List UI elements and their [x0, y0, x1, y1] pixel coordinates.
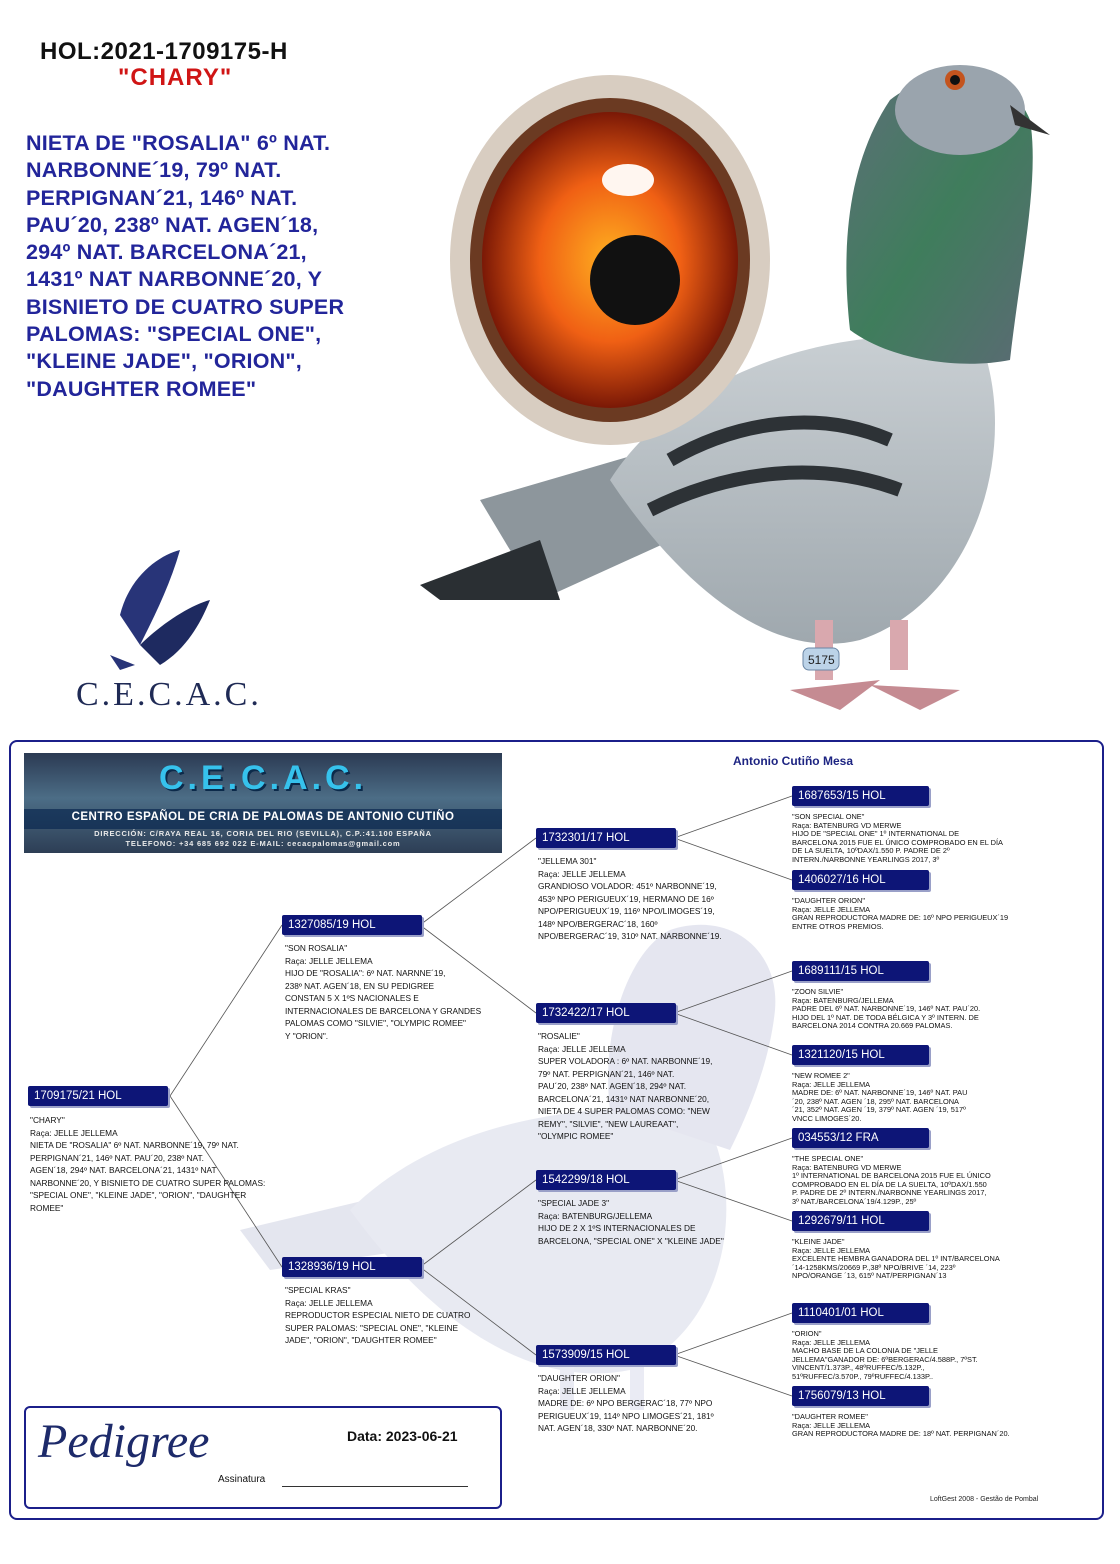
info-line: "ZOON SILVIE" [792, 987, 844, 996]
sds-info [792, 988, 980, 1031]
info-line: "SPECIAL JADE 3" [538, 1198, 610, 1208]
info-line: 453º NPO PERIGUEUX´19, HERMANO DE 16º [538, 893, 714, 904]
info-line: ENTRE OTROS PREMIOS. [792, 921, 884, 931]
dam-sire-info [538, 1197, 724, 1247]
info-line: BARCELONA, "SPECIAL ONE" X "KLEINE JADE" [538, 1235, 724, 1246]
info-line: SUPER VOLADORA : 6º NAT. NARBONNE´19, [538, 1056, 713, 1066]
info-line: Raça: JELLE JELLEMA [792, 1337, 871, 1347]
sire-dam-ring[interactable]: 1732422/17 HOL [536, 1003, 676, 1023]
software-credit: LoftGest 2008 - Gestão de Pombal [930, 1496, 1039, 1503]
sire-dam-info [538, 1030, 712, 1143]
dsd-ring[interactable]: 1292679/11 HOL [792, 1211, 929, 1231]
info-line: P. PADRE DE 2º INTERN./NARBONNE YEARLINGS 2017, [792, 1188, 987, 1198]
info-line: "ORION" [792, 1329, 822, 1338]
info-line: NPO/PERIGUEUX´19, 116º NPO/LIMOGES´19, [538, 906, 715, 916]
dam-ring[interactable]: 1328936/19 HOL [282, 1257, 422, 1277]
info-line: "SPECIAL ONE", "KLEINE JADE", "ORION", "DAUGHTER [30, 1190, 247, 1200]
info-line: "DAUGHTER ORION" [792, 896, 865, 905]
info-line: MADRE DE: 6º NPO BERGERAC´18, 77º NPO [538, 1398, 713, 1408]
info-line: Raça: BATENBURG/JELLEMA [792, 995, 894, 1005]
info-line: PERIGUEUX´19, 114º NPO LIMOGES´21, 181º [538, 1410, 714, 1421]
signature-label: Assinatura [218, 1474, 266, 1485]
info-line: Raça: JELLE JELLEMA [30, 1127, 118, 1138]
info-line: PADRE DEL 6º NAT. NARBONNE´19, 146º NAT. PAU´20. [792, 1004, 981, 1014]
info-line: ´20, 238º NAT. AGEN ´18, 295º NAT. BARCELONA [792, 1096, 959, 1106]
info-line: NARBONNE´20, Y BISNIETO DE CUATRO SUPER PALOMAS: [30, 1177, 266, 1188]
headline-line: BISNIETO DE CUATRO SUPER [26, 294, 345, 319]
info-line: "CHARY" [30, 1115, 65, 1125]
info-line: Raça: JELLE JELLEMA [792, 1245, 871, 1255]
info-line: JADE", "ORION", "DAUGHTER ROMEE" [285, 1335, 437, 1345]
info-line: "JELLEMA 301" [538, 856, 597, 866]
banner-address-line: DIRECCIÓN: C/RAYA REAL 16, CORIA DEL RIO (SEVILLA), C.P.:41.100 ESPAÑA [94, 829, 432, 838]
info-line: GRANDIOSO VOLADOR: 451º NARBONNE´19, [538, 881, 717, 891]
owner-name: Antonio Cutiño Mesa [733, 754, 853, 768]
info-line: "SON SPECIAL ONE" [792, 812, 865, 821]
headline-line: "KLEINE JADE", "ORION", [26, 349, 302, 374]
info-line: Raça: JELLE JELLEMA [538, 1385, 626, 1396]
info-line: CONSTAN 5 X 1ºS NACIONALES E [285, 993, 419, 1003]
info-line: PALOMAS COMO "SILVIE", "OLYMPIC ROMEE" [285, 1018, 466, 1028]
info-line: GRAN REPRODUCTORA MADRE DE: 18º NAT. PERPIGNAN´20. [792, 1429, 1010, 1439]
date-label: Data: 2023-06-21 [347, 1428, 458, 1444]
dam-dam-ring[interactable]: 1573909/15 HOL [536, 1345, 676, 1365]
leg-band-text: 5175 [808, 653, 835, 667]
info-line: "SON ROSALIA" [285, 943, 348, 953]
subject-info [30, 1114, 265, 1214]
sdd-info [792, 1072, 967, 1124]
info-line: SUPER PALOMAS: "SPECIAL ONE", "KLEINE [285, 1322, 458, 1333]
info-line: 238º NAT. AGEN´18, EN SU PEDIGREE [285, 980, 435, 991]
info-line: NIETA DE 4 SUPER PALOMAS COMO: "NEW [538, 1106, 710, 1116]
info-line: MACHO BASE DE LA COLONIA DE "JELLE [792, 1346, 938, 1356]
info-line: "KLEINE JADE" [792, 1237, 845, 1246]
dds-info [792, 1330, 978, 1382]
info-line: ROMEE" [30, 1202, 64, 1213]
info-line: AGEN´18, 294º NAT. BARCELONA´21, 1431º NAT [30, 1165, 217, 1175]
info-line: PAU´20, 238º NAT. AGEN´18, 294º NAT. [538, 1081, 687, 1091]
pedigree-script-title: Pedigree [38, 1415, 210, 1468]
info-line: "DAUGHTER ROMEE" [792, 1412, 868, 1421]
headline-line: 294º NAT. BARCELONA´21, [26, 240, 307, 265]
sds-ring[interactable]: 1689111/15 HOL [792, 961, 929, 981]
info-line: INTERNACIONALES DE BARCELONA Y GRANDES [285, 1005, 482, 1016]
info-line: REPRODUCTOR ESPECIAL NIETO DE CUATRO [285, 1310, 471, 1320]
info-line: 79º NAT. PERPIGNAN´21, 146º NAT. [538, 1068, 675, 1079]
info-line: 3º NAT./BARCELONA´19/4.129P., 25º [792, 1196, 917, 1206]
info-line: PERPIGNAN´21, 146º NAT. PAU´20, 238º NAT. [30, 1152, 204, 1163]
info-line: Raça: BATENBURG VD MERWE [792, 1162, 902, 1172]
info-line: NIETA DE "ROSALIA" 6º NAT. NARBONNE´19, 79º NAT. [30, 1140, 239, 1150]
sss-ring[interactable]: 1687653/15 HOL [792, 786, 929, 806]
info-line: MADRE DE: 6º NAT. NARBONNE´19, 146º NAT. PAU [792, 1088, 968, 1098]
info-line: Y "ORION". [285, 1030, 329, 1041]
signature-line[interactable] [282, 1486, 468, 1487]
info-line: NPO/ORANGE ´13, 615º NAT/PERPIGNAN´13 [792, 1271, 947, 1281]
info-line: "OLYMPIC ROMEE" [538, 1131, 614, 1141]
info-line: EXCELENTE HEMBRA GANADORA DEL 1º INT/BARCELONA [792, 1254, 1000, 1264]
info-line: "NEW ROMEE 2" [792, 1071, 850, 1080]
info-line: COMPROBADO EN EL DÍA DE LA SUELTA, 10ºDAX/1.550 [792, 1179, 987, 1189]
info-line: BARCELONA 2015 FUE EL ÚNICO COMPROBADO EN EL DÍA [792, 837, 1003, 847]
ddd-ring[interactable]: 1756079/13 HOL [792, 1386, 929, 1406]
sire-info [285, 942, 481, 1042]
sire-sire-ring[interactable]: 1732301/17 HOL [536, 828, 676, 848]
info-line: Raça: JELLE JELLEMA [538, 868, 626, 879]
info-line: Raça: BATENBURG VD MERWE [792, 820, 902, 830]
info-line: HIJO DE "SPECIAL ONE" 1º INTERNATIONAL DE [792, 829, 960, 839]
banner-phone-line: TELEFONO: +34 685 692 022 E-MAIL: cecacpalomas@gmail.com [125, 839, 401, 848]
headline-line: NIETA DE "ROSALIA" 6º NAT. [26, 131, 331, 155]
info-line: HIJO DE "ROSALIA": 6º NAT. NARNNE´19, [285, 968, 446, 978]
headline-line: 1431º NAT NARBONNE´20, Y [26, 267, 323, 292]
info-line: ´14-1258KMS/20669 P.,38º NPO/BRIVE ´14, 223º [792, 1262, 956, 1272]
info-line: HIJO DEL 1º NAT. DE TODA BÉLGICA Y 3º INTERN. DE [792, 1012, 979, 1022]
info-line: Raça: JELLE JELLEMA [792, 1079, 871, 1089]
info-line: BARCELONA 2014 CONTRA 20.669 PALOMAS. [792, 1021, 953, 1031]
info-line: NPO/BERGERAC´19, 310º NAT. NARBONNE´19. [538, 931, 722, 941]
info-line: "DAUGHTER ORION" [538, 1373, 620, 1383]
headline-line: "DAUGHTER ROMEE" [26, 376, 257, 401]
info-line: "ROSALIE" [538, 1031, 580, 1041]
info-line: BARCELONA´21, 1431º NAT NARBONNE´20, [538, 1093, 710, 1104]
ssd-ring[interactable]: 1406027/16 HOL [792, 870, 929, 890]
info-line: INTERN./NARBONNE YEARLINGS 2017, 3º [792, 854, 940, 864]
dss-ring[interactable]: 034553/12 FRA [792, 1128, 929, 1148]
headline-line: NARBONNE´19, 79º NAT. [26, 158, 282, 183]
info-line: 148º NPO/BERGERAC´18, 160º [538, 918, 658, 929]
headline-line: PAU´20, 238º NAT. AGEN´18, [26, 212, 319, 237]
info-line: DE LA SUELTA, 10ºDAX/1.550 P. PADRE DE 2º [792, 846, 950, 856]
subject-ring[interactable]: 1709175/21 HOL [28, 1086, 168, 1106]
banner-subtitle: CENTRO ESPAÑOL DE CRIA DE PALOMAS DE ANTONIO CUTIÑO [71, 811, 455, 823]
dam-info [285, 1284, 470, 1347]
dam-sire-ring[interactable]: 1542299/18 HOL [536, 1170, 676, 1190]
info-line: VINCENT/1.373P., 48ºRUFFEC/5.132P., [792, 1363, 925, 1373]
info-line: ´21, 352º NAT. AGEN ´19, 379º NAT. AGEN ´19, 517º [792, 1105, 966, 1115]
info-line: NAT. AGEN´18, 330º NAT. NARBONNE´20. [538, 1423, 698, 1433]
info-line: 51ºRUFFEC/3.570P., 79ºRUFFEC/4.133P.. [792, 1371, 934, 1381]
ssd-info [792, 897, 1008, 931]
sdd-ring[interactable]: 1321120/15 HOL [792, 1045, 929, 1065]
banner-title: C.E.C.A.C. [158, 759, 368, 797]
info-line: "THE SPECIAL ONE" [792, 1154, 864, 1163]
info-line: HIJO DE 2 X 1ºS INTERNACIONALES DE [538, 1223, 696, 1233]
sss-info [792, 813, 1003, 865]
ring-id-title: HOL:2021-1709175-H [40, 38, 288, 65]
sire-ring[interactable]: 1327085/19 HOL [282, 915, 422, 935]
cecac-logo-text: C.E.C.A.C. [76, 676, 262, 713]
info-line: Raça: JELLE JELLEMA [792, 1420, 871, 1430]
info-line: JELLEMA"GANADOR DE: 6ºBERGERAC/4.588P., 7ºST. [792, 1354, 978, 1364]
info-line: Raça: BATENBURG/JELLEMA [538, 1210, 653, 1221]
bird-name: "CHARY" [118, 64, 233, 91]
info-line: GRAN REPRODUCTORA MADRE DE: 16º NPO PERIGUEUX´19 [792, 913, 1009, 923]
ddd-info [792, 1413, 1010, 1439]
headline-line: PERPIGNAN´21, 146º NAT. [26, 185, 298, 210]
info-line: "SPECIAL KRAS" [285, 1285, 351, 1295]
info-line: Raça: JELLE JELLEMA [538, 1043, 626, 1054]
info-line: Raça: JELLE JELLEMA [792, 904, 871, 914]
sire-sire-info [538, 855, 722, 943]
dsd-info [792, 1238, 1000, 1281]
info-line: REMY", "SILVIE", "NEW LAUREAAT", [538, 1118, 679, 1129]
headline-line: PALOMAS: "SPECIAL ONE", [26, 322, 322, 347]
info-line: Raça: JELLE JELLEMA [285, 955, 373, 966]
dam-dam-info [538, 1372, 714, 1435]
info-line: 1º INTERNATIONAL DE BARCELONA 2015 FUE EL ÚNICO [792, 1171, 991, 1181]
dss-info [792, 1155, 991, 1207]
info-line: Raça: JELLE JELLEMA [285, 1297, 373, 1308]
dds-ring[interactable]: 1110401/01 HOL [792, 1303, 929, 1323]
info-line: VNCC LIMOGES´20. [792, 1113, 862, 1123]
